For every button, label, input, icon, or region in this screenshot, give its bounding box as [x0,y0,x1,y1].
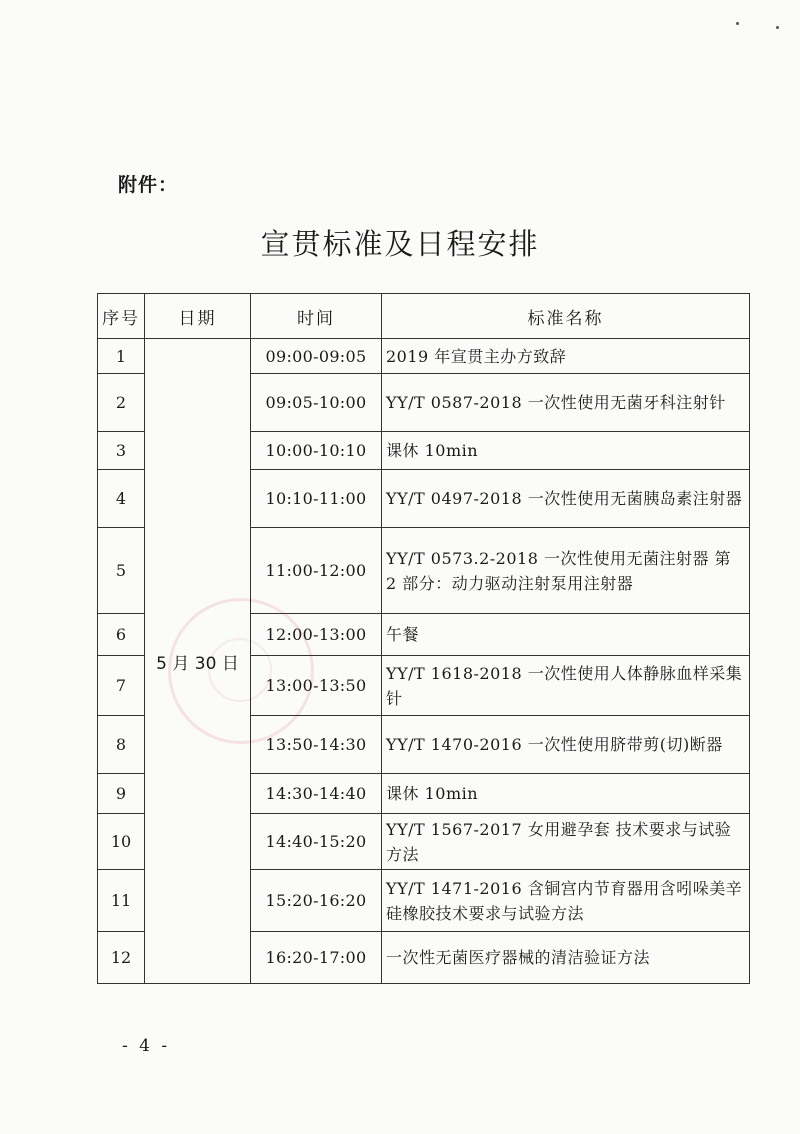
schedule-date: 5 月 30 日 [145,339,251,984]
page-number: - 4 - [122,1036,171,1056]
row-time: 13:00-13:50 [251,656,382,716]
row-time: 14:40-15:20 [251,814,382,870]
scan-speck [776,26,779,29]
row-time: 10:10-11:00 [251,470,382,528]
row-time: 09:00-09:05 [251,339,382,374]
table-row [98,339,750,374]
row-standard-name: YY/T 1567-2017 女用避孕套 技术要求与试验方法 [382,814,750,870]
header-seq: 序号 [98,294,145,339]
scan-speck [736,22,739,25]
header-standard-name: 标准名称 [382,294,750,339]
row-time: 11:00-12:00 [251,528,382,614]
row-seq: 1 [98,339,145,374]
row-time: 10:00-10:10 [251,432,382,470]
row-seq: 10 [98,814,145,870]
row-seq: 4 [98,470,145,528]
row-time: 14:30-14:40 [251,774,382,814]
row-standard-name: YY/T 0497-2018 一次性使用无菌胰岛素注射器 [382,470,750,528]
row-seq: 9 [98,774,145,814]
row-seq: 2 [98,374,145,432]
schedule-table [97,293,750,984]
row-seq: 12 [98,932,145,984]
table-header-row [98,294,750,339]
row-standard-name: YY/T 1618-2018 一次性使用人体静脉血样采集针 [382,656,750,716]
row-standard-name: 午餐 [382,614,750,656]
row-standard-name: YY/T 1470-2016 一次性使用脐带剪(切)断器 [382,716,750,774]
header-time: 时间 [251,294,382,339]
row-seq: 5 [98,528,145,614]
row-seq: 6 [98,614,145,656]
row-time: 16:20-17:00 [251,932,382,984]
attachment-label: 附件： [118,174,179,196]
row-standard-name: 一次性无菌医疗器械的清洁验证方法 [382,932,750,984]
row-seq: 3 [98,432,145,470]
row-standard-name: YY/T 1471-2016 含铜宫内节育器用含吲哚美辛硅橡胶技术要求与试验方法 [382,870,750,932]
row-time: 15:20-16:20 [251,870,382,932]
row-standard-name: YY/T 0587-2018 一次性使用无菌牙科注射针 [382,374,750,432]
row-standard-name: 课休 10min [382,432,750,470]
row-seq: 7 [98,656,145,716]
row-seq: 11 [98,870,145,932]
document-title: 宣贯标准及日程安排 [260,227,540,261]
row-standard-name: 课休 10min [382,774,750,814]
row-time: 13:50-14:30 [251,716,382,774]
row-time: 12:00-13:00 [251,614,382,656]
row-seq: 8 [98,716,145,774]
row-time: 09:05-10:00 [251,374,382,432]
row-standard-name: YY/T 0573.2-2018 一次性使用无菌注射器 第 2 部分：动力驱动注射泵用注射器 [382,528,750,614]
row-standard-name: 2019 年宣贯主办方致辞 [382,339,750,374]
header-date: 日期 [145,294,251,339]
